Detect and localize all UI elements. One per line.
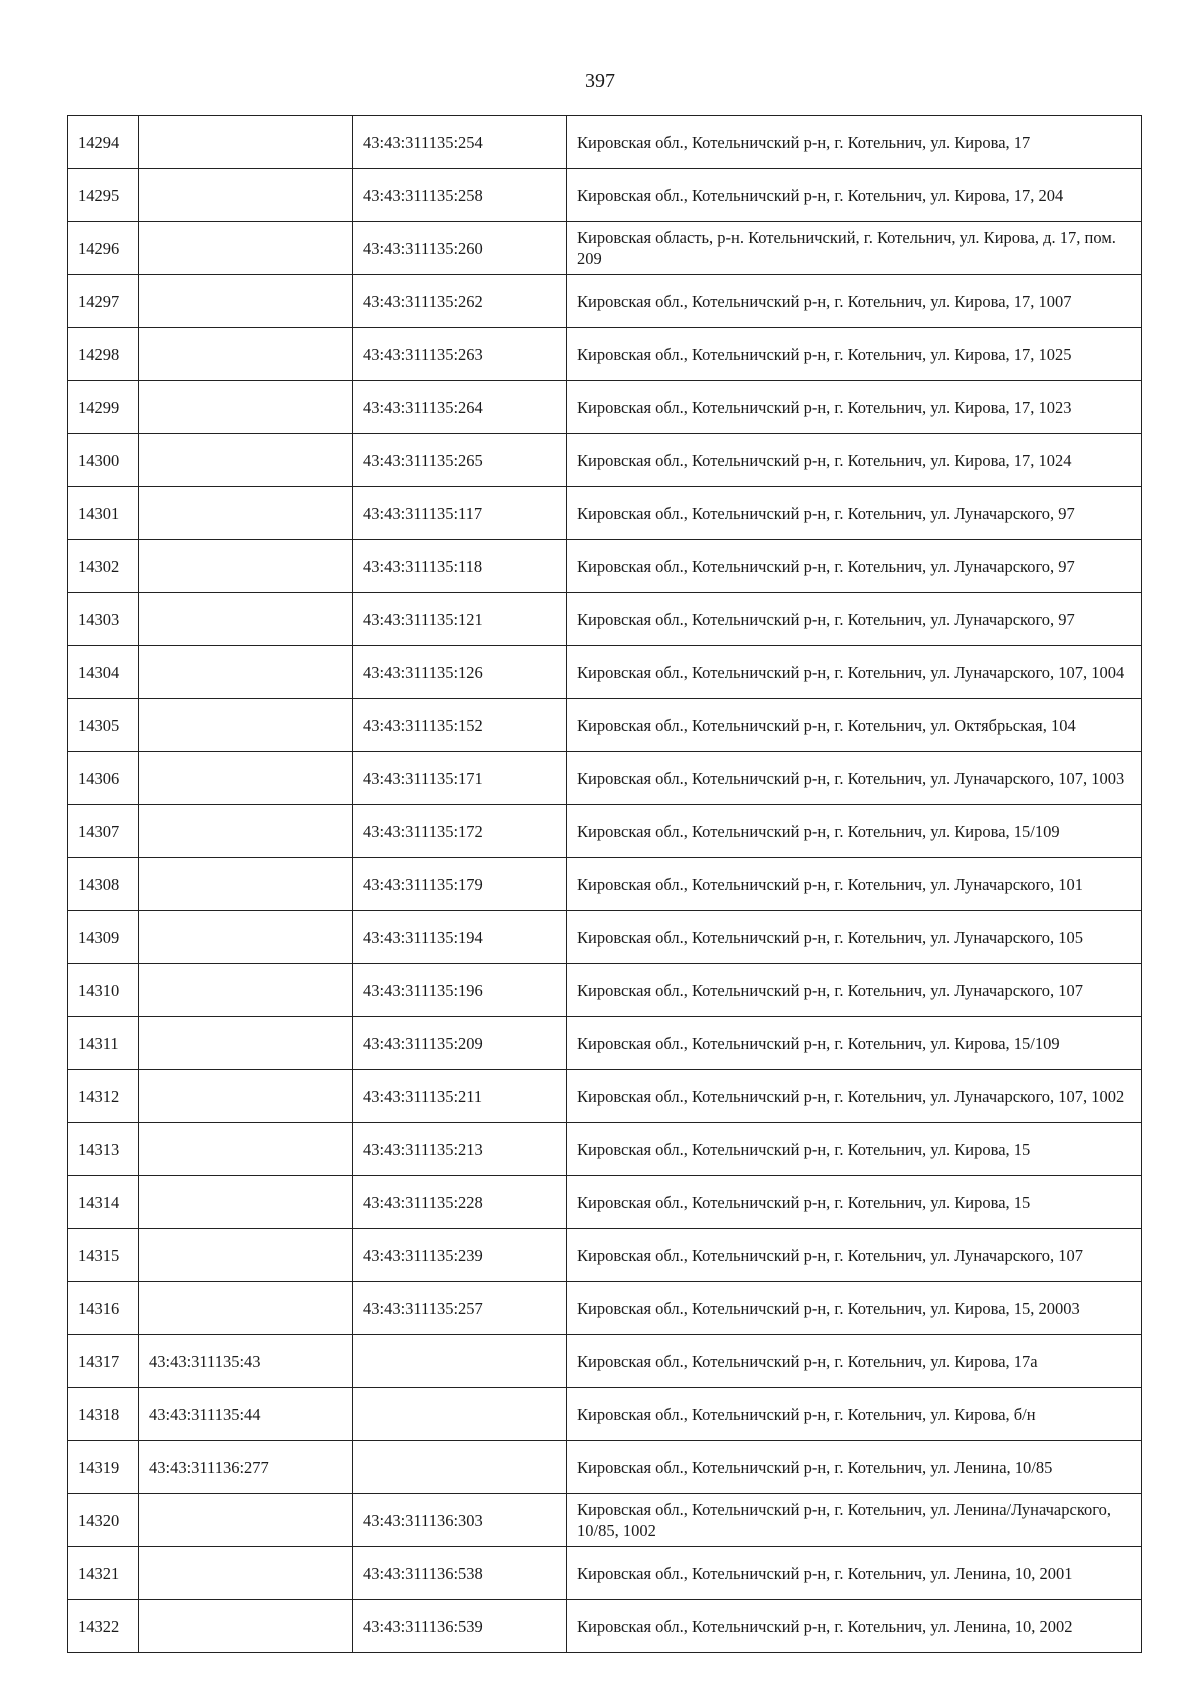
- cadastral-number-b-cell: 43:43:311135:194: [353, 911, 567, 964]
- row-number-cell: 14294: [68, 116, 139, 169]
- table-row: [68, 275, 1142, 328]
- cadastral-number-a-cell: [139, 381, 353, 434]
- table-row: [68, 1017, 1142, 1070]
- address-cell: Кировская обл., Котельничский р-н, г. Котельнич, ул. Луначарского, 101: [567, 858, 1142, 911]
- cadastral-number-a-cell: [139, 1070, 353, 1123]
- cadastral-number-a-cell: [139, 1494, 353, 1547]
- cadastral-number-b-cell: 43:43:311135:121: [353, 593, 567, 646]
- address-cell: Кировская обл., Котельничский р-н, г. Котельнич, ул. Кирова, 17, 1007: [567, 275, 1142, 328]
- row-number-cell: 14317: [68, 1335, 139, 1388]
- table-row: [68, 1070, 1142, 1123]
- address-cell: Кировская обл., Котельничский р-н, г. Котельнич, ул. Ленина, 10, 2002: [567, 1600, 1142, 1653]
- page-number: 397: [585, 70, 615, 92]
- cadastral-number-a-cell: [139, 434, 353, 487]
- table-row: [68, 1600, 1142, 1653]
- cadastral-number-a-cell: [139, 699, 353, 752]
- row-number-cell: 14295: [68, 169, 139, 222]
- address-cell: Кировская обл., Котельничский р-н, г. Котельнич, ул. Кирова, 17а: [567, 1335, 1142, 1388]
- row-number-cell: 14321: [68, 1547, 139, 1600]
- row-number-cell: 14314: [68, 1176, 139, 1229]
- table-row: [68, 1441, 1142, 1494]
- address-cell: Кировская область, р-н. Котельничский, г. Котельнич, ул. Кирова, д. 17, пом. 209: [567, 222, 1142, 275]
- address-cell: Кировская обл., Котельничский р-н, г. Котельнич, ул. Кирова, 15: [567, 1176, 1142, 1229]
- table-row: [68, 911, 1142, 964]
- cadastral-number-a-cell: [139, 1282, 353, 1335]
- cadastral-number-b-cell: 43:43:311135:258: [353, 169, 567, 222]
- row-number-cell: 14307: [68, 805, 139, 858]
- row-number-cell: 14318: [68, 1388, 139, 1441]
- row-number-cell: 14306: [68, 752, 139, 805]
- table-row: [68, 593, 1142, 646]
- row-number-cell: 14304: [68, 646, 139, 699]
- cadastral-number-a-cell: [139, 1017, 353, 1070]
- table-row: [68, 328, 1142, 381]
- row-number-cell: 14315: [68, 1229, 139, 1282]
- row-number-cell: 14296: [68, 222, 139, 275]
- table-row: [68, 222, 1142, 275]
- cadastral-number-b-cell: 43:43:311135:171: [353, 752, 567, 805]
- cadastral-number-b-cell: 43:43:311135:179: [353, 858, 567, 911]
- cadastral-number-b-cell: 43:43:311135:117: [353, 487, 567, 540]
- cadastral-number-a-cell: [139, 222, 353, 275]
- table-row: [68, 858, 1142, 911]
- row-number-cell: 14310: [68, 964, 139, 1017]
- cadastral-number-b-cell: 43:43:311135:239: [353, 1229, 567, 1282]
- row-number-cell: 14308: [68, 858, 139, 911]
- address-cell: Кировская обл., Котельничский р-н, г. Котельнич, ул. Кирова, 15, 20003: [567, 1282, 1142, 1335]
- cadastral-number-a-cell: [139, 275, 353, 328]
- row-number-cell: 14297: [68, 275, 139, 328]
- cadastral-number-a-cell: [139, 1123, 353, 1176]
- cadastral-number-b-cell: 43:43:311136:538: [353, 1547, 567, 1600]
- cadastral-number-a-cell: [139, 858, 353, 911]
- row-number-cell: 14316: [68, 1282, 139, 1335]
- row-number-cell: 14312: [68, 1070, 139, 1123]
- row-number-cell: 14322: [68, 1600, 139, 1653]
- table-row: [68, 540, 1142, 593]
- cadastral-number-b-cell: 43:43:311136:539: [353, 1600, 567, 1653]
- cadastral-number-a-cell: [139, 328, 353, 381]
- cadastral-number-a-cell: [139, 116, 353, 169]
- cadastral-number-b-cell: 43:43:311135:213: [353, 1123, 567, 1176]
- row-number-cell: 14320: [68, 1494, 139, 1547]
- table-row: [68, 487, 1142, 540]
- table-row: [68, 699, 1142, 752]
- cadastral-number-b-cell: [353, 1441, 567, 1494]
- row-number-cell: 14299: [68, 381, 139, 434]
- row-number-cell: 14300: [68, 434, 139, 487]
- cadastral-number-a-cell: [139, 540, 353, 593]
- cadastral-number-b-cell: 43:43:311135:260: [353, 222, 567, 275]
- address-cell: Кировская обл., Котельничский р-н, г. Котельнич, ул. Луначарского, 107: [567, 964, 1142, 1017]
- table-row: [68, 646, 1142, 699]
- cadastral-number-a-cell: [139, 646, 353, 699]
- cadastral-number-a-cell: [139, 964, 353, 1017]
- cadastral-number-a-cell: 43:43:311135:44: [139, 1388, 353, 1441]
- cadastral-number-b-cell: 43:43:311135:152: [353, 699, 567, 752]
- table-row: [68, 1176, 1142, 1229]
- table-row: [68, 381, 1142, 434]
- address-cell: Кировская обл., Котельничский р-н, г. Котельнич, ул. Кирова, 15/109: [567, 1017, 1142, 1070]
- address-cell: Кировская обл., Котельничский р-н, г. Котельнич, ул. Кирова, 17, 1023: [567, 381, 1142, 434]
- table-row: [68, 1388, 1142, 1441]
- row-number-cell: 14302: [68, 540, 139, 593]
- cadastral-number-b-cell: [353, 1335, 567, 1388]
- row-number-cell: 14313: [68, 1123, 139, 1176]
- cadastral-number-b-cell: 43:43:311135:265: [353, 434, 567, 487]
- address-cell: Кировская обл., Котельничский р-н, г. Котельнич, ул. Луначарского, 97: [567, 593, 1142, 646]
- row-number-cell: 14305: [68, 699, 139, 752]
- table-row: [68, 1335, 1142, 1388]
- cadastral-number-a-cell: [139, 487, 353, 540]
- address-cell: Кировская обл., Котельничский р-н, г. Котельнич, ул. Октябрьская, 104: [567, 699, 1142, 752]
- table-row: [68, 1282, 1142, 1335]
- table-row: [68, 752, 1142, 805]
- table-row: [68, 1547, 1142, 1600]
- address-cell: Кировская обл., Котельничский р-н, г. Котельнич, ул. Луначарского, 107: [567, 1229, 1142, 1282]
- cadastral-number-b-cell: 43:43:311135:126: [353, 646, 567, 699]
- cadastral-number-a-cell: [139, 911, 353, 964]
- cadastral-number-a-cell: [139, 1600, 353, 1653]
- cadastral-number-a-cell: [139, 593, 353, 646]
- row-number-cell: 14309: [68, 911, 139, 964]
- address-cell: Кировская обл., Котельничский р-н, г. Котельнич, ул. Кирова, 15/109: [567, 805, 1142, 858]
- cadastral-number-a-cell: [139, 169, 353, 222]
- table-row: [68, 1494, 1142, 1547]
- cadastral-number-b-cell: 43:43:311135:228: [353, 1176, 567, 1229]
- address-cell: Кировская обл., Котельничский р-н, г. Котельнич, ул. Кирова, б/н: [567, 1388, 1142, 1441]
- table-row: [68, 1229, 1142, 1282]
- address-cell: Кировская обл., Котельничский р-н, г. Котельнич, ул. Кирова, 17, 204: [567, 169, 1142, 222]
- registry-table-body: [68, 116, 1142, 1653]
- address-cell: Кировская обл., Котельничский р-н, г. Котельнич, ул. Ленина, 10, 2001: [567, 1547, 1142, 1600]
- cadastral-number-a-cell: 43:43:311136:277: [139, 1441, 353, 1494]
- address-cell: Кировская обл., Котельничский р-н, г. Котельнич, ул. Кирова, 17, 1025: [567, 328, 1142, 381]
- row-number-cell: 14298: [68, 328, 139, 381]
- cadastral-number-a-cell: [139, 752, 353, 805]
- row-number-cell: 14311: [68, 1017, 139, 1070]
- cadastral-number-b-cell: 43:43:311135:257: [353, 1282, 567, 1335]
- cadastral-number-a-cell: [139, 1176, 353, 1229]
- address-cell: Кировская обл., Котельничский р-н, г. Котельнич, ул. Луначарского, 107, 1002: [567, 1070, 1142, 1123]
- table-row: [68, 434, 1142, 487]
- cadastral-number-b-cell: 43:43:311135:263: [353, 328, 567, 381]
- cadastral-number-b-cell: 43:43:311135:211: [353, 1070, 567, 1123]
- address-cell: Кировская обл., Котельничский р-н, г. Котельнич, ул. Кирова, 17, 1024: [567, 434, 1142, 487]
- cadastral-number-b-cell: [353, 1388, 567, 1441]
- cadastral-number-a-cell: 43:43:311135:43: [139, 1335, 353, 1388]
- table-row: [68, 116, 1142, 169]
- table-row: [68, 1123, 1142, 1176]
- cadastral-number-b-cell: 43:43:311135:254: [353, 116, 567, 169]
- cadastral-number-a-cell: [139, 1229, 353, 1282]
- cadastral-number-a-cell: [139, 805, 353, 858]
- address-cell: Кировская обл., Котельничский р-н, г. Котельнич, ул. Луначарского, 97: [567, 540, 1142, 593]
- table-row: [68, 805, 1142, 858]
- cadastral-number-b-cell: 43:43:311135:172: [353, 805, 567, 858]
- cadastral-number-b-cell: 43:43:311136:303: [353, 1494, 567, 1547]
- address-cell: Кировская обл., Котельничский р-н, г. Котельнич, ул. Кирова, 17: [567, 116, 1142, 169]
- row-number-cell: 14301: [68, 487, 139, 540]
- address-cell: Кировская обл., Котельничский р-н, г. Котельнич, ул. Луначарского, 105: [567, 911, 1142, 964]
- cadastral-number-b-cell: 43:43:311135:196: [353, 964, 567, 1017]
- address-cell: Кировская обл., Котельничский р-н, г. Котельнич, ул. Ленина, 10/85: [567, 1441, 1142, 1494]
- registry-table: [67, 115, 1142, 1653]
- cadastral-number-a-cell: [139, 1547, 353, 1600]
- address-cell: Кировская обл., Котельничский р-н, г. Котельнич, ул. Ленина/Луначарского, 10/85, 1002: [567, 1494, 1142, 1547]
- address-cell: Кировская обл., Котельничский р-н, г. Котельнич, ул. Луначарского, 107, 1004: [567, 646, 1142, 699]
- address-cell: Кировская обл., Котельничский р-н, г. Котельнич, ул. Кирова, 15: [567, 1123, 1142, 1176]
- address-cell: Кировская обл., Котельничский р-н, г. Котельнич, ул. Луначарского, 107, 1003: [567, 752, 1142, 805]
- cadastral-number-b-cell: 43:43:311135:264: [353, 381, 567, 434]
- row-number-cell: 14319: [68, 1441, 139, 1494]
- cadastral-number-b-cell: 43:43:311135:118: [353, 540, 567, 593]
- table-row: [68, 964, 1142, 1017]
- table-row: [68, 169, 1142, 222]
- cadastral-number-b-cell: 43:43:311135:262: [353, 275, 567, 328]
- row-number-cell: 14303: [68, 593, 139, 646]
- address-cell: Кировская обл., Котельничский р-н, г. Котельнич, ул. Луначарского, 97: [567, 487, 1142, 540]
- cadastral-number-b-cell: 43:43:311135:209: [353, 1017, 567, 1070]
